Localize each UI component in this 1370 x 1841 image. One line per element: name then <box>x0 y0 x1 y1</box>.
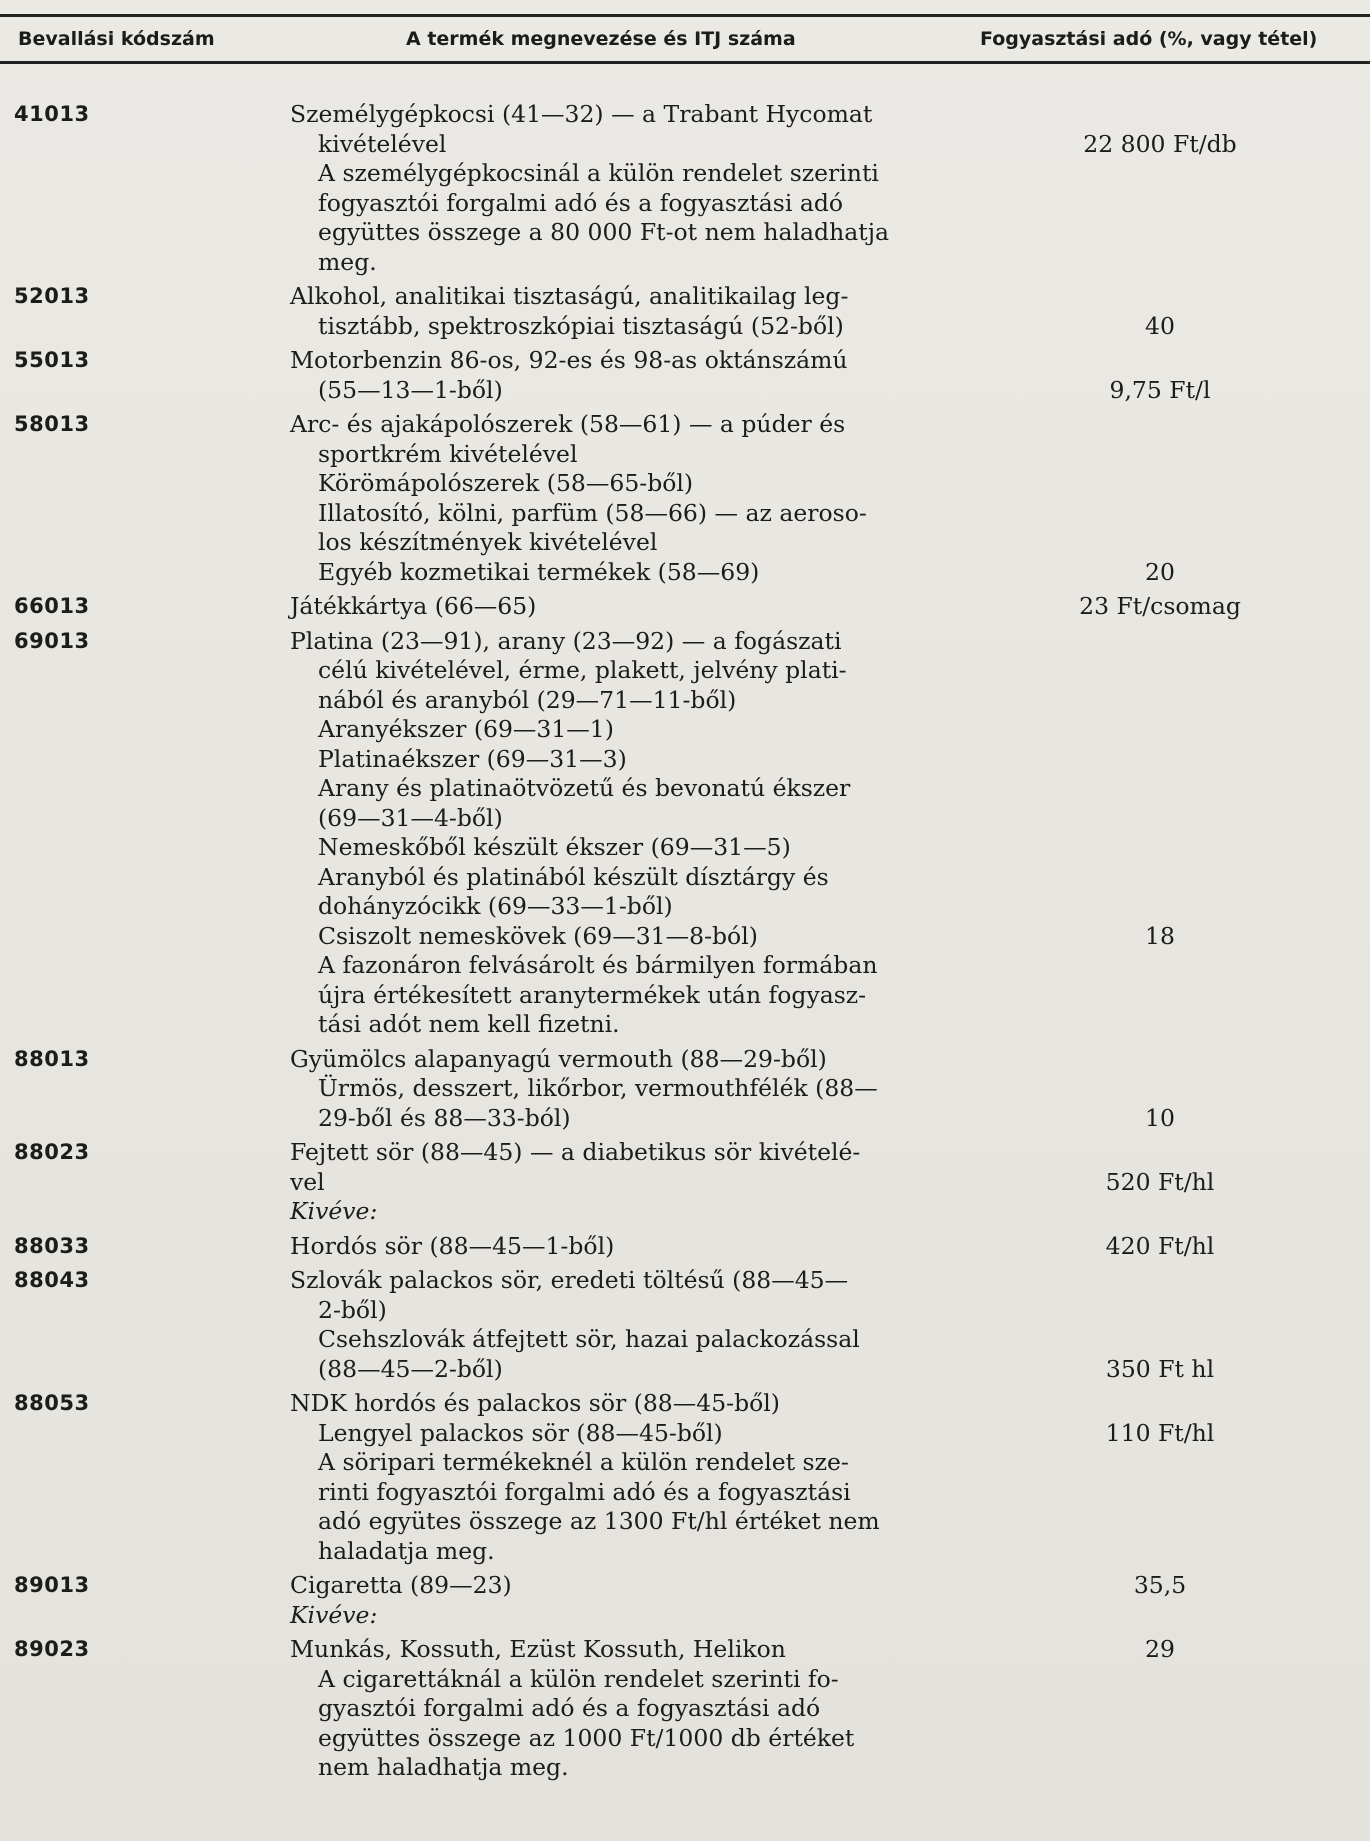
row-tax-value: 520 Ft/hl <box>1105 1167 1215 1196</box>
description-line: Motorbenzin 86-os, 92-es és 98-as oktánszámú <box>290 346 848 374</box>
row-tax-value: 22 800 Ft/db <box>1083 129 1237 158</box>
row-description <box>290 410 955 587</box>
description-line: nából és aranyból (29—71—11-ből) <box>318 685 737 714</box>
row-description <box>290 592 955 622</box>
description-line: (88—45—2-ből) <box>318 1354 503 1383</box>
description-line: Csehszlovák átfejtett sör, hazai palackozással <box>318 1325 860 1353</box>
row-tax-value: 18 <box>1145 921 1175 950</box>
tax-table-body <box>0 100 1370 1788</box>
description-line: haladatja meg. <box>318 1536 495 1565</box>
description-line: Szlovák palackos sör, eredeti töltésű (88—45— <box>290 1266 849 1294</box>
description-line: Személygépkocsi (41—32) — a Trabant Hycomat <box>290 100 873 128</box>
description-line: Munkás, Kossuth, Ezüst Kossuth, Helikon <box>290 1635 786 1663</box>
description-line: A fazonáron felvásárolt és bármilyen formában <box>318 951 878 979</box>
description-line: Illatosító, kölni, parfüm (58—66) — az aeroso- <box>318 498 867 527</box>
row-code: 88013 <box>14 1046 90 1071</box>
description-line: nem haladhatja meg. <box>318 1753 569 1781</box>
description-line: Fejtett sör (88—45) — a diabetikus sör kivételé- <box>290 1138 861 1166</box>
description-line: Lengyel palackos sör (88—45-ből) <box>318 1418 723 1447</box>
description-line: Ürmös, desszert, likőrbor, vermouthfélék (88— <box>318 1074 878 1102</box>
description-line: A cigarettáknál a külön rendelet szerinti fo- <box>318 1664 839 1693</box>
description-line: meg. <box>318 247 377 276</box>
description-line: Körömápolószerek (58—65-ből) <box>318 469 694 497</box>
table-row <box>0 100 1370 277</box>
description-line: Hordós sör (88—45—1-ből) <box>290 1231 615 1260</box>
description-line: együttes összege a 80 000 Ft-ot nem haladhatja <box>318 218 889 246</box>
description-line: Csiszolt nemeskövek (69—31—8-ból) <box>318 921 758 950</box>
table-row <box>0 1635 1370 1783</box>
row-tax-value: 20 <box>1145 557 1175 586</box>
row-description <box>290 1571 955 1630</box>
row-code: 66013 <box>14 594 90 618</box>
row-tax-value: 23 Ft/csomag <box>1079 592 1241 620</box>
table-row <box>0 592 1370 622</box>
description-line: Arany és platinaötvözetű és bevonatú ékszer <box>318 774 851 802</box>
description-line: rinti fogyasztói forgalmi adó és a fogyasztási <box>318 1477 851 1506</box>
row-description <box>290 1045 955 1134</box>
description-line: dohányzócikk (69—33—1-ből) <box>318 892 673 920</box>
row-tax-value: 9,75 Ft/l <box>1109 375 1211 404</box>
table-row <box>0 1571 1370 1630</box>
description-line: tási adót nem kell fizetni. <box>318 1010 620 1038</box>
description-line: 29-ből és 88—33-ból) <box>318 1103 571 1132</box>
description-line: Aranyból és platinából készült dísztárgy és <box>318 862 829 891</box>
description-line: Kivéve: <box>290 1197 378 1225</box>
description-line: sportkrém kivételével <box>318 439 578 468</box>
description-line: 2-ből) <box>318 1295 387 1324</box>
description-line: fogyasztói forgalmi adó és a fogyasztási adó <box>318 188 844 217</box>
description-line: Platinaékszer (69—31—3) <box>318 744 627 773</box>
header-name: A termék megnevezése és ITJ száma <box>406 28 796 50</box>
row-code: 69013 <box>14 628 90 653</box>
description-line: (69—31—4-ből) <box>318 803 503 832</box>
table-row <box>0 282 1370 341</box>
header-code: Bevallási kódszám <box>18 28 215 50</box>
table-header <box>0 14 1370 64</box>
row-tax-value: 29 <box>1145 1635 1175 1663</box>
description-line: Nemeskőből készült ékszer (69—31—5) <box>318 833 791 861</box>
description-line: Gyümölcs alapanyagú vermouth (88—29-ből) <box>290 1044 827 1073</box>
description-line: (55—13—1-ből) <box>318 375 503 404</box>
description-line: NDK hordós és palackos sör (88—45-ből) <box>290 1389 780 1417</box>
row-code: 88033 <box>14 1233 90 1258</box>
table-row <box>0 1045 1370 1134</box>
row-tax-value: 10 <box>1145 1103 1175 1132</box>
row-code: 88043 <box>14 1268 90 1292</box>
description-line: újra értékesített aranytermékek után fogyasz- <box>318 980 867 1009</box>
row-description <box>290 1266 955 1384</box>
description-line: Egyéb kozmetikai termékek (58—69) <box>318 557 760 586</box>
description-line: kivételével <box>318 129 447 158</box>
row-description <box>290 1138 955 1227</box>
row-description <box>290 1232 955 1262</box>
description-line: los készítmények kivételével <box>318 528 658 556</box>
description-line: vel <box>290 1167 325 1196</box>
description-line: Cigaretta (89—23) <box>290 1571 512 1599</box>
row-code: 89023 <box>14 1637 90 1661</box>
row-tax-value: 40 <box>1145 311 1175 340</box>
row-description <box>290 100 955 277</box>
row-code: 52013 <box>14 284 90 308</box>
row-description <box>290 627 955 1040</box>
description-line: tisztább, spektroszkópiai tisztaságú (52-ből) <box>318 311 844 340</box>
description-line: Arc- és ajakápolószerek (58—61) — a púder és <box>290 410 846 438</box>
description-line: Platina (23—91), arany (23—92) — a fogászati <box>290 626 842 655</box>
row-code: 55013 <box>14 348 90 372</box>
description-line: A söripari termékeknél a külön rendelet sze- <box>318 1448 849 1476</box>
description-line: együttes összege az 1000 Ft/1000 db értéket <box>318 1723 855 1752</box>
table-row <box>0 627 1370 1040</box>
table-row <box>0 1389 1370 1566</box>
description-line: célú kivételével, érme, plakett, jelvény plati- <box>318 656 847 684</box>
description-line: Alkohol, analitikai tisztaságú, analitikailag leg- <box>290 282 849 310</box>
table-row <box>0 410 1370 587</box>
row-description <box>290 282 955 341</box>
table-row <box>0 1138 1370 1227</box>
row-tax-value: 110 Ft/hl <box>1105 1418 1215 1447</box>
row-code: 88053 <box>14 1391 90 1415</box>
row-description <box>290 1635 955 1783</box>
header-tax: Fogyasztási adó (%, vagy tétel) <box>980 28 1318 50</box>
table-row <box>0 1266 1370 1384</box>
description-line: Játékkártya (66—65) <box>290 592 537 620</box>
row-tax-value: 420 Ft/hl <box>1105 1231 1215 1260</box>
row-code: 41013 <box>14 102 90 126</box>
table-row <box>0 1232 1370 1262</box>
row-code: 58013 <box>14 412 90 436</box>
row-description <box>290 1389 955 1566</box>
description-line: Kivéve: <box>290 1600 378 1629</box>
row-tax-value: 35,5 <box>1133 1571 1187 1599</box>
description-line: gyasztói forgalmi adó és a fogyasztási adó <box>318 1694 821 1722</box>
description-line: Aranyékszer (69—31—1) <box>318 715 614 743</box>
description-line: adó együtes összege az 1300 Ft/hl értéket nem <box>318 1507 880 1535</box>
row-code: 88023 <box>14 1140 90 1164</box>
description-line: A személygépkocsinál a külön rendelet szerinti <box>318 159 879 187</box>
row-code: 89013 <box>14 1573 90 1597</box>
row-description <box>290 346 955 405</box>
row-tax-value: 350 Ft hl <box>1105 1354 1215 1383</box>
table-row <box>0 346 1370 405</box>
